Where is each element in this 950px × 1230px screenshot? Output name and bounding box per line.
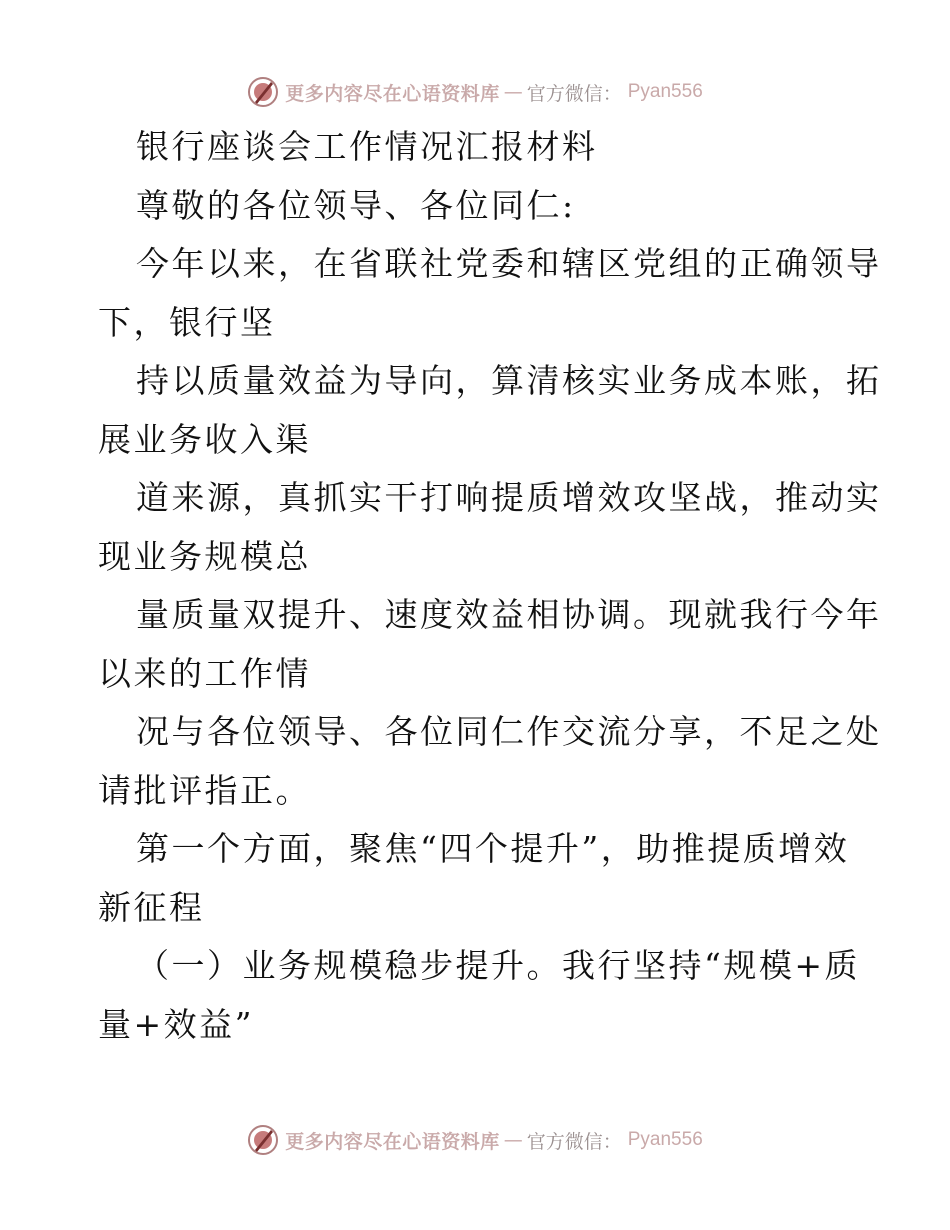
subsection-heading: （一）业务规模稳步提升。我行坚持“规模+质 <box>136 946 861 985</box>
watermark-label: 官方微信： <box>526 1130 622 1153</box>
text-line: 况与各位领导、各位同仁作交流分享，不足之处 <box>136 712 882 751</box>
text-line: 现业务规模总 <box>98 536 311 576</box>
text-line: 量+效益” <box>98 1004 255 1044</box>
text-line: 下，银行坚 <box>98 302 276 342</box>
text-line: 道来源，真抓实干打响提质增效攻坚战，推动实 <box>136 478 882 517</box>
watermark-label: 官方微信： <box>526 82 622 105</box>
document-body <box>98 118 882 1054</box>
watermark-dash: — <box>503 81 523 103</box>
watermark-footer <box>0 1120 950 1160</box>
quill-logo-icon <box>247 76 279 108</box>
watermark-id: Pyan556 <box>627 1129 703 1150</box>
text-line: 展业务收入渠 <box>98 419 311 459</box>
text-line: 请批评指正。 <box>98 770 311 810</box>
text-line: 持以质量效益为导向，算清核实业务成本账，拓 <box>136 361 882 400</box>
document-title: 银行座谈会工作情况汇报材料 <box>136 127 598 166</box>
text-line: 今年以来，在省联社党委和辖区党组的正确领导 <box>136 244 882 283</box>
watermark-text: 更多内容尽在心语资料库 <box>285 1130 500 1153</box>
text-line: 以来的工作情 <box>98 653 311 693</box>
quill-logo-icon <box>247 1124 279 1156</box>
section-heading: 第一个方面，聚焦“四个提升”，助推提质增效 <box>136 829 850 868</box>
watermark-header <box>0 72 950 112</box>
watermark-dash: — <box>503 1129 523 1151</box>
text-line: 量质量双提升、速度效益相协调。现就我行今年 <box>136 595 882 634</box>
watermark-text: 更多内容尽在心语资料库 <box>285 82 500 105</box>
section-heading-cont: 新征程 <box>98 887 205 927</box>
salutation: 尊敬的各位领导、各位同仁: <box>136 185 576 225</box>
watermark-id: Pyan556 <box>627 81 703 102</box>
